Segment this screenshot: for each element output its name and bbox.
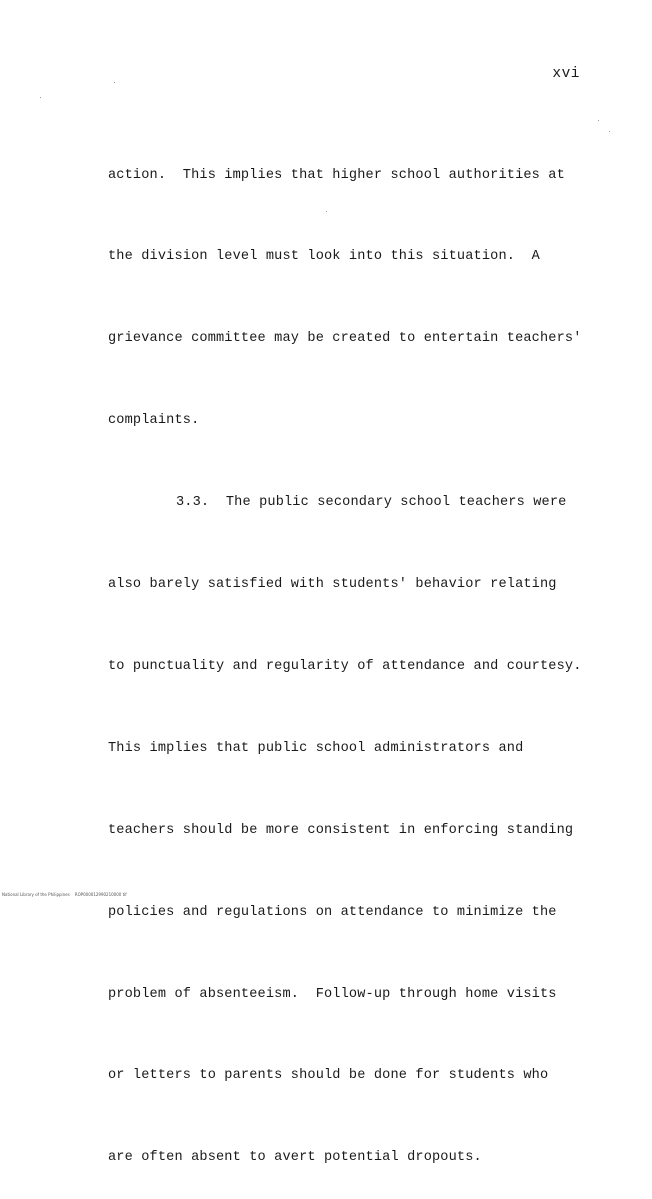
scan-speck — [326, 211, 327, 212]
text-line: to punctuality and regularity of attendance and courtesy. — [108, 658, 582, 674]
text-line: teachers should be more consistent in enforcing standing — [108, 822, 574, 838]
scan-speck — [114, 82, 115, 83]
text-line: complaints. — [108, 413, 200, 429]
page-number: xvi — [552, 66, 580, 82]
footer-caption: National Library of the Philippines ROP000012990210000 tif — [2, 892, 127, 897]
text-line: problem of absenteeism. Follow-up through home visits — [108, 986, 557, 1002]
scan-speck — [40, 97, 41, 98]
text-line: or letters to parents should be done for students who — [108, 1068, 549, 1084]
text-line: policies and regulations on attendance to minimize the — [108, 904, 557, 920]
text-line: action. This implies that higher school authorities at — [108, 167, 565, 183]
text-line: grievance committee may be created to entertain teachers' — [108, 331, 582, 347]
text-line: 3.3. The public secondary school teachers were — [176, 495, 567, 511]
scan-speck — [598, 120, 599, 121]
text-line: the division level must look into this situation. A — [108, 249, 540, 265]
body-text — [108, 107, 608, 1199]
text-line: are often absent to avert potential dropouts. — [108, 1150, 482, 1166]
text-line: This implies that public school administrators and — [108, 740, 524, 756]
text-line: also barely satisfied with students' behavior relating — [108, 577, 557, 593]
scan-speck — [609, 131, 610, 132]
